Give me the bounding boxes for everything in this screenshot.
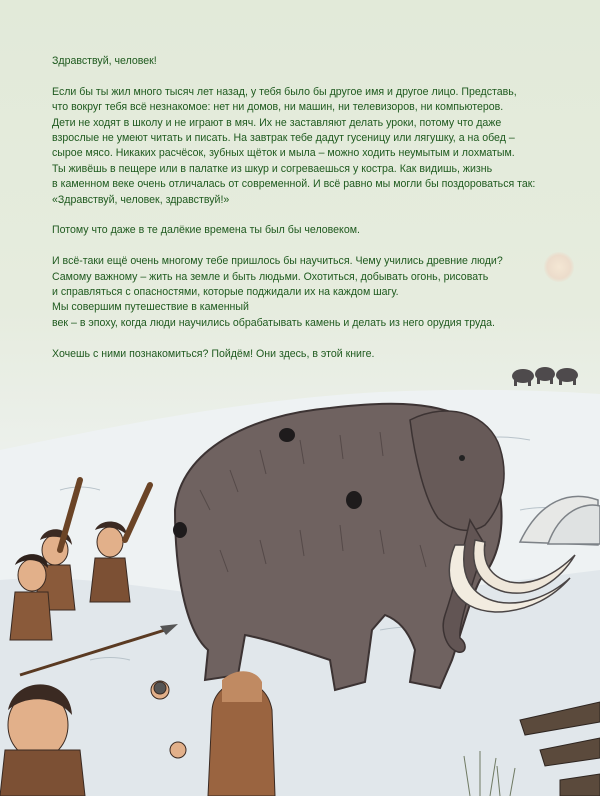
greeting: Здравствуй, человек! [52,55,157,67]
text-line: «Здравствуй, человек, здравствуй!» [52,193,230,206]
intro-text [52,54,562,377]
mammoth-eye [459,455,465,461]
text-line: Самому важному – жить на земле и быть людьми. Охотиться, добывать огонь, рисовать [52,270,489,283]
paragraph-learning [52,254,562,331]
text-line: и справляться с опасностями, которые поджидали их на каждом шагу. [52,286,399,299]
text-line: что вокруг тебя всё незнакомое: нет ни домов, ни машин, ни телевизоров, ни компьютеров. [52,101,504,114]
text-line: век – в эпоху, когда люди научились обрабатывать камень и делать из него орудия труда. [52,316,495,329]
distant-mammoth-herd [512,367,578,386]
text-line: Дети не ходят в школу и не играют в мяч. Их не заставляют делать уроки, потому что даже [52,116,502,129]
text-line: Ты живёшь в пещере или в палатке из шкур и согреваешься у костра. Как видишь, жизнь [52,162,493,175]
paragraph-still-human: Потому что даже в те далёкие времена ты был бы человеком. [52,224,360,237]
text-line: взрослые не умеют читать и писать. На завтрак тебе дадут гусеницу или лягушку, а на обед – [52,132,515,145]
mammoth-hunt-illustration [0,330,600,796]
paragraph-invitation: Хочешь с ними познакомиться? Пойдём! Они здесь, в этой книге. [52,347,375,360]
text-line: Если бы ты жил много тысяч лет назад, у тебя было бы другое имя и другое лицо. Представь, [52,85,517,98]
paragraph-life-long-ago [52,85,562,208]
text-line: в каменном веке очень отличалась от современной. И всё равно мы могли бы поздороваться так: [52,178,536,191]
text-line: И всё-таки ещё очень многому тебе пришлось бы научиться. Чему учились древние люди? [52,255,503,268]
text-line: сырое мясо. Никаких расчёсок, зубных щёток и мыла – можно ходить неумытым и лохматым. [52,147,515,160]
text-line: Мы совершим путешествие в каменный [52,301,249,314]
